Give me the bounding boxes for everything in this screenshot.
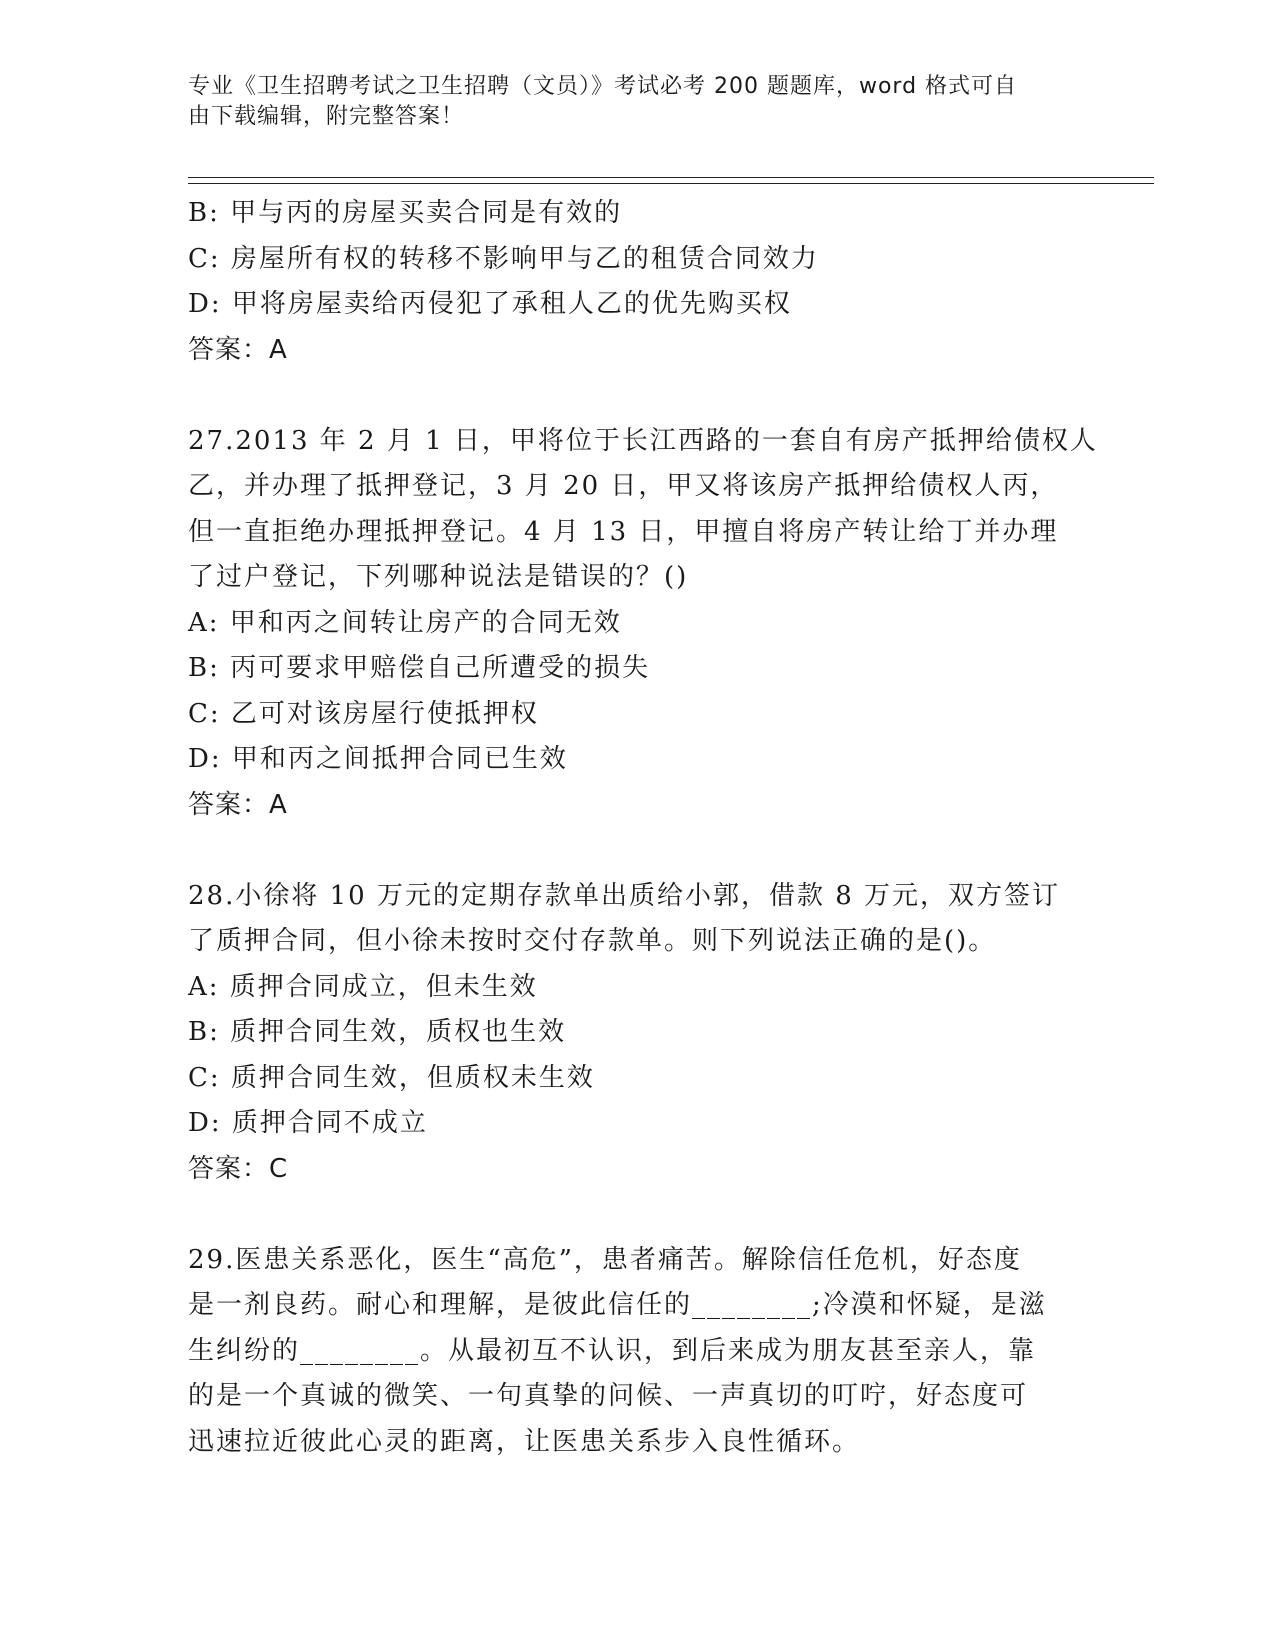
spacer bbox=[188, 373, 1088, 419]
option-a: A: 甲和丙之间转让房产的合同无效 bbox=[188, 607, 622, 638]
question-block bbox=[188, 191, 1088, 373]
answer: 答案：A bbox=[188, 334, 288, 365]
question-stem: 迅速拉近彼此心灵的距离，让医患关系步入良性循环。 bbox=[188, 1426, 861, 1457]
header-divider bbox=[188, 177, 1154, 178]
question-stem: 了过户登记，下列哪种说法是错误的？() bbox=[188, 562, 689, 592]
question-list bbox=[188, 191, 1098, 1465]
question-block bbox=[188, 874, 1088, 1193]
question-stem: 是一剂良药。耐心和理解，是彼此信任的________;冷漠和怀疑，是滋 bbox=[188, 1290, 1047, 1320]
question-stem: 的是一个真诚的微笑、一句真挚的问候、一声真切的叮咛，好态度可 bbox=[188, 1381, 1029, 1411]
document-header bbox=[188, 72, 1068, 132]
option-c: C: 乙可对该房屋行使抵押权 bbox=[188, 698, 539, 729]
answer: 答案：C bbox=[188, 1153, 289, 1184]
spacer bbox=[188, 1192, 1088, 1238]
option-d: D: 甲和丙之间抵押合同已生效 bbox=[188, 744, 568, 774]
question-stem: 28.小徐将 10 万元的定期存款单出质给小郭，借款 8 万元，双方签订 bbox=[188, 880, 1061, 911]
option-b: B: 质押合同生效，质权也生效 bbox=[188, 1017, 567, 1047]
question-stem: 乙，并办理了抵押登记，3 月 20 日，甲又将该房产抵押给债权人丙， bbox=[188, 471, 1059, 501]
question-stem: 27.2013 年 2 月 1 日，甲将位于长江西路的一套自有房产抵押给债权人 bbox=[188, 425, 1098, 456]
header-line: 专业《卫生招聘考试之卫生招聘（文员）》考试必考 200 题题库，word 格式可自 bbox=[188, 74, 1018, 99]
option-a: A: 质押合同成立，但未生效 bbox=[188, 971, 538, 1002]
question-stem: 29.医患关系恶化，医生“高危”，患者痛苦。解除信任危机，好态度 bbox=[188, 1244, 1022, 1275]
option-c: C: 质押合同生效，但质权未生效 bbox=[188, 1062, 595, 1093]
question-stem: 但一直拒绝办理抵押登记。4 月 13 日，甲擅自将房产转让给丁并办理 bbox=[188, 516, 1059, 547]
question-stem: 了质押合同，但小徐未按时交付存款单。则下列说法正确的是()。 bbox=[188, 926, 997, 956]
question-block bbox=[188, 1238, 1088, 1466]
option-d: D: 甲将房屋卖给丙侵犯了承租人乙的优先购买权 bbox=[188, 289, 792, 319]
question-stem: 生纠纷的________。从最初互不认识，到后来成为朋友甚至亲人，靠 bbox=[188, 1335, 1037, 1366]
spacer bbox=[188, 828, 1088, 874]
option-d: D: 质押合同不成立 bbox=[188, 1108, 428, 1138]
header-divider bbox=[188, 183, 1154, 184]
header-line: 由下载编辑，附完整答案！ bbox=[188, 104, 465, 129]
option-b: B: 丙可要求甲赔偿自己所遭受的损失 bbox=[188, 653, 651, 683]
answer: 答案：A bbox=[188, 789, 288, 820]
option-b: B: 甲与丙的房屋买卖合同是有效的 bbox=[188, 198, 623, 228]
option-c: C: 房屋所有权的转移不影响甲与乙的租赁合同效力 bbox=[188, 243, 819, 274]
question-block bbox=[188, 419, 1098, 829]
